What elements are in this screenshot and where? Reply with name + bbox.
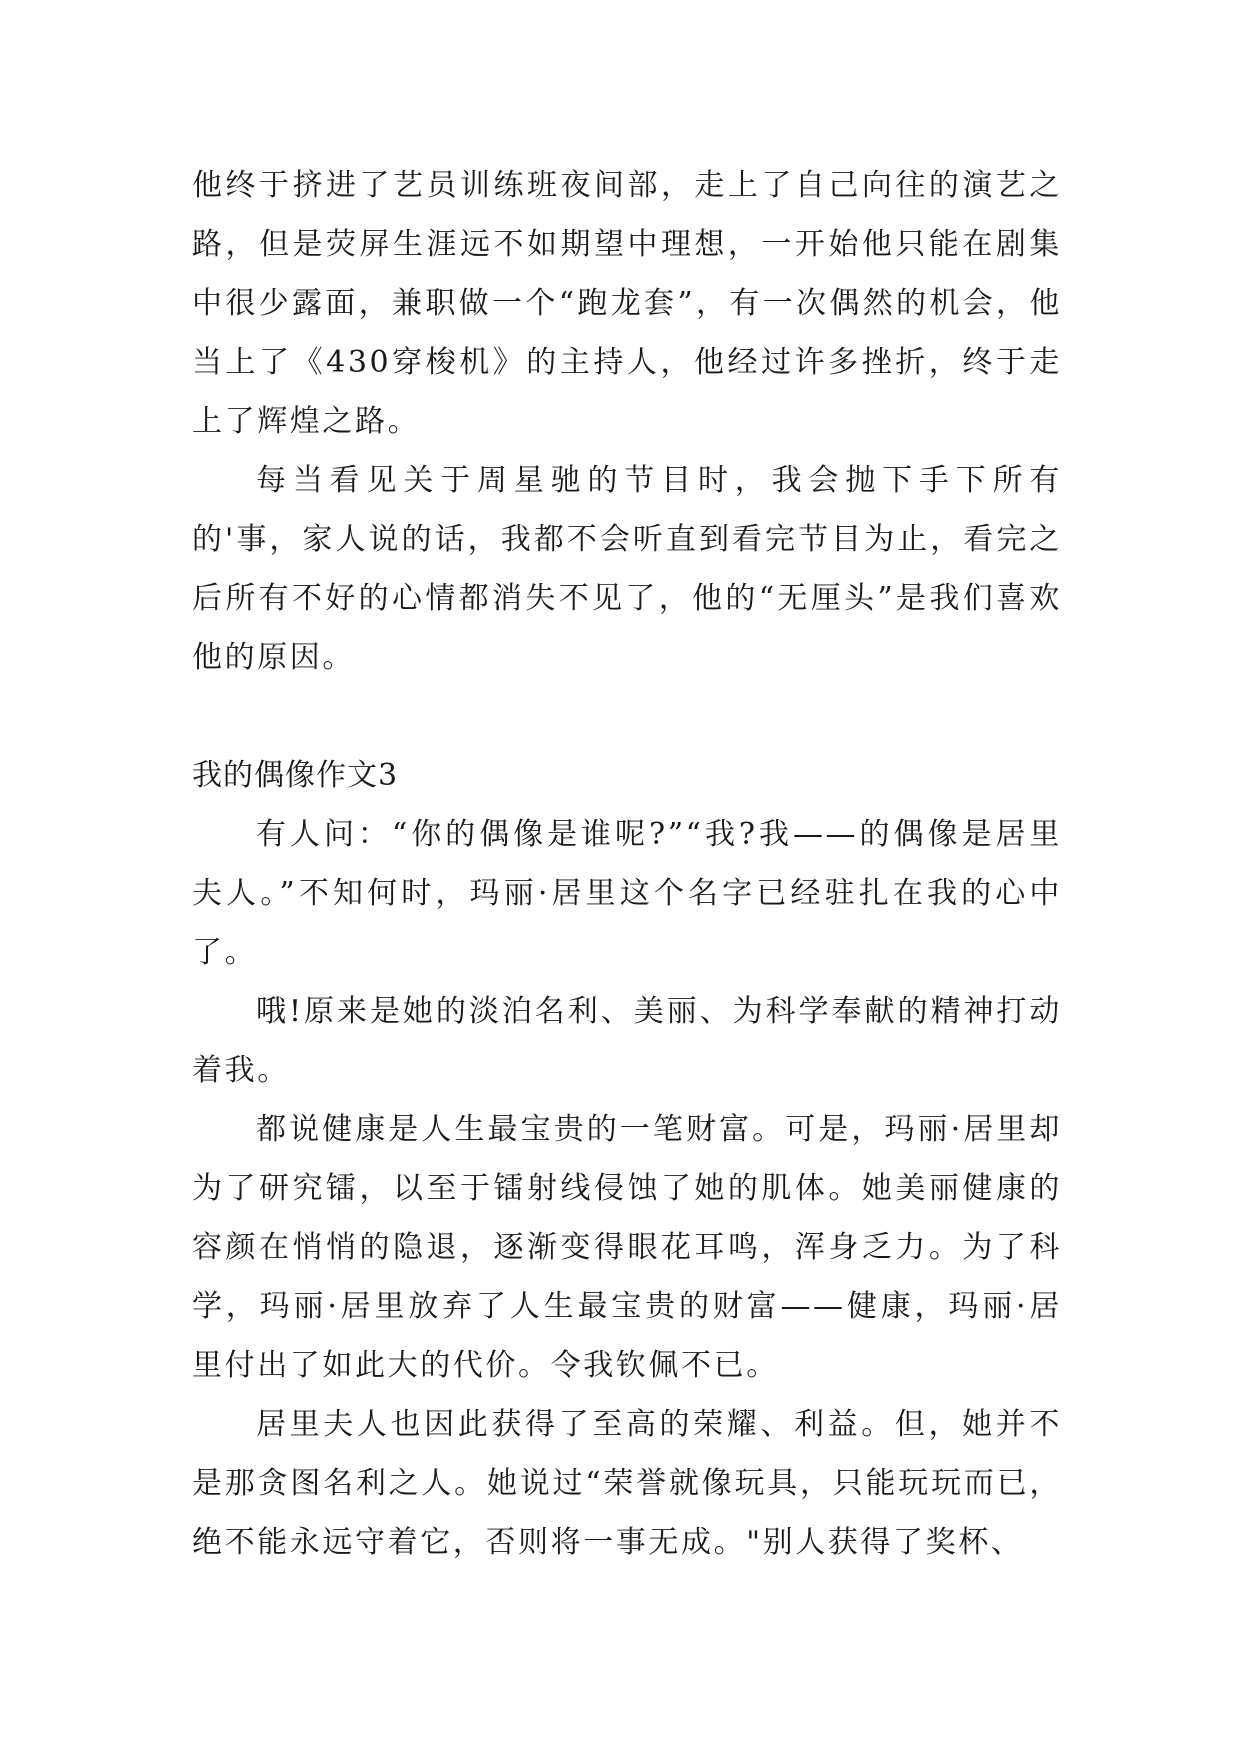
section-spacer [192,687,1062,746]
paragraph: 都说健康是人生最宝贵的一笔财富。可是，玛丽·居里却为了研究镭，以至于镭射线侵蚀了她的肌体。她美丽健康的容颜在悄悄的隐退，逐渐变得眼花耳鸣，浑身乏力。为了科学，玛丽·居里放弃了人生最宝贵的财富——健康，玛丽·居里付出了如此大的代价。令我钦佩不已。 [192,1112,1062,1383]
paragraph: 有人问：“你的偶像是谁呢?”“我?我——的偶像是居里夫人。”不知何时，玛丽·居里这个名字已经驻扎在我的心中了。 [192,817,1062,970]
paragraph: 哦!原来是她的淡泊名利、美丽、为科学奉献的精神打动着我。 [192,994,1062,1088]
paragraph: 每当看见关于周星驰的节目时，我会抛下手下所有的'事，家人说的话，我都不会听直到看完节目为止，看完之后所有不好的心情都消失不见了，他的“无厘头”是我们喜欢他的原因。 [192,463,1062,675]
paragraph: 居里夫人也因此获得了至高的荣耀、利益。但，她并不是那贪图名利之人。她说过“荣誉就像玩具，只能玩玩而已，绝不能永远守着它，否则将一事无成。"别人获得了奖杯、 [192,1407,1062,1560]
paragraph-continuation: 他终于挤进了艺员训练班夜间部，走上了自己向往的演艺之路，但是荧屏生涯远不如期望中理想，一开始他只能在剧集中很少露面，兼职做一个“跑龙套”，有一次偶然的机会，他当上了《430穿梭机》的主持人，他经过许多挫折，终于走上了辉煌之路。 [192,168,1062,439]
section-title: 我的偶像作文3 [192,758,399,793]
document-body [192,156,1062,1572]
